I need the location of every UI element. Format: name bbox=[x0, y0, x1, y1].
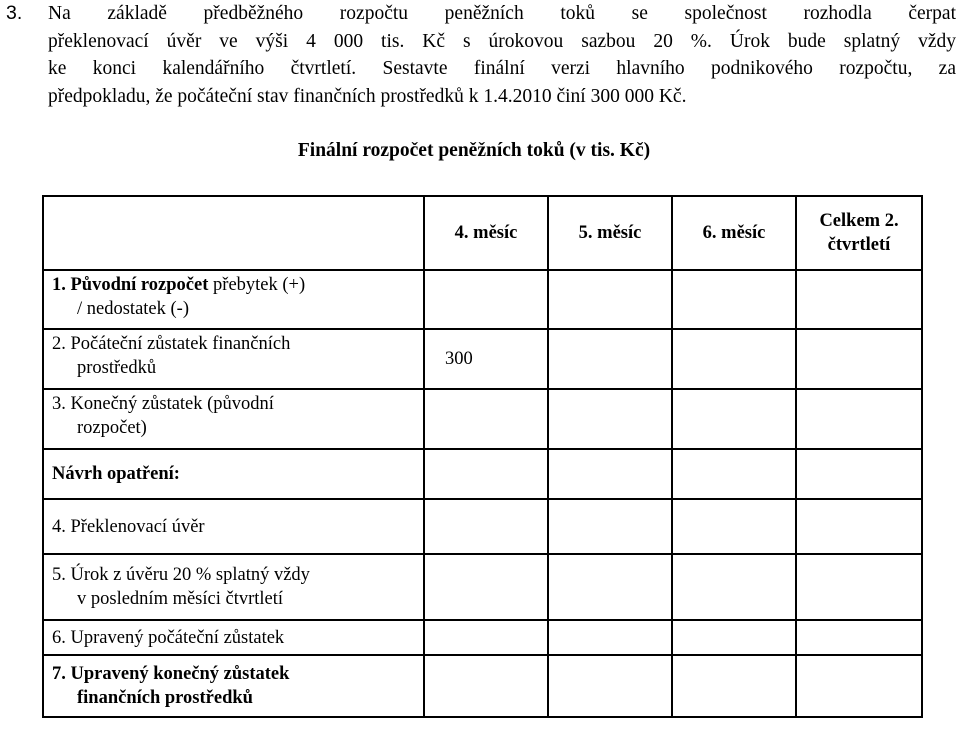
row-label-line2: finančních prostředků bbox=[77, 688, 253, 708]
cell bbox=[424, 270, 548, 329]
task-text bbox=[48, 0, 956, 110]
row-label-adjusted-closing-balance bbox=[43, 655, 424, 717]
cell bbox=[796, 270, 922, 329]
table-row bbox=[43, 554, 922, 620]
task-line-2: překlenovací úvěr ve výši 4 000 tis. Kč s úrokovou sazbou 20 %. Úrok bude splatný vždy bbox=[48, 30, 956, 52]
cell bbox=[672, 270, 796, 329]
table-row bbox=[43, 620, 922, 655]
cell bbox=[424, 620, 548, 655]
cell bbox=[548, 389, 672, 449]
table-row bbox=[43, 389, 922, 449]
task-line-4: předpokladu, že počáteční stav finančních prostředků k 1.4.2010 činí 300 000 Kč. bbox=[48, 85, 687, 107]
cell bbox=[548, 329, 672, 389]
header-month-6: 6. měsíc bbox=[672, 196, 796, 270]
row-label-line1: 5. Úrok z úvěru 20 % splatný vždy bbox=[52, 565, 310, 585]
table-row bbox=[43, 499, 922, 554]
cell bbox=[424, 449, 548, 499]
header-total-line2: 2. čtvrtletí bbox=[827, 211, 899, 255]
section-label-measures: Návrh opatření: bbox=[43, 449, 424, 499]
table-caption bbox=[0, 140, 960, 162]
cell bbox=[796, 655, 922, 717]
row-label-original-budget bbox=[43, 270, 424, 329]
header-month-5: 5. měsíc bbox=[548, 196, 672, 270]
cell bbox=[672, 329, 796, 389]
cell bbox=[548, 270, 672, 329]
header-total bbox=[796, 196, 922, 270]
table-header-row bbox=[43, 196, 922, 270]
header-month-4: 4. měsíc bbox=[424, 196, 548, 270]
cell bbox=[548, 449, 672, 499]
table-row bbox=[43, 270, 922, 329]
cell bbox=[672, 655, 796, 717]
cell bbox=[672, 554, 796, 620]
row-label-loan-interest bbox=[43, 554, 424, 620]
row-label-line2: prostředků bbox=[77, 358, 157, 378]
task-line-3: ke konci kalendářního čtvrtletí. Sestavte finální verzi hlavního podnikového rozpočtu, za bbox=[48, 58, 956, 79]
cell bbox=[796, 499, 922, 554]
cell bbox=[548, 655, 672, 717]
empty-header-cell bbox=[43, 196, 424, 270]
cell bbox=[796, 329, 922, 389]
table-caption-text: Finální rozpočet peněžních toků (v tis. Kč) bbox=[297, 140, 651, 161]
cell bbox=[672, 499, 796, 554]
table-row bbox=[43, 449, 922, 499]
row-label-line1: 2. Počáteční zůstatek finančních bbox=[52, 334, 291, 354]
table-row bbox=[43, 329, 922, 389]
cell bbox=[548, 620, 672, 655]
cell bbox=[424, 554, 548, 620]
cell bbox=[796, 449, 922, 499]
cash-flow-budget-table bbox=[42, 195, 923, 718]
header-total-line1: Celkem bbox=[819, 211, 881, 231]
cell bbox=[548, 554, 672, 620]
row-label-line2: v posledním měsíci čtvrtletí bbox=[77, 589, 284, 609]
task-line-1: Na základě předběžného rozpočtu peněžních toků se společnost rozhodla čerpat bbox=[48, 3, 956, 24]
cell bbox=[548, 499, 672, 554]
cell bbox=[424, 389, 548, 449]
cell bbox=[796, 554, 922, 620]
row-label-closing-balance bbox=[43, 389, 424, 449]
table-row bbox=[43, 655, 922, 717]
cell bbox=[796, 389, 922, 449]
row-label-line1: 7. Upravený konečný zůstatek bbox=[52, 664, 290, 684]
row-label-adjusted-opening-balance: 6. Upravený počáteční zůstatek bbox=[43, 620, 424, 655]
row-label-rest: přebytek (+) bbox=[208, 275, 306, 295]
row-label-bold: 1. Původní rozpočet bbox=[52, 275, 209, 295]
row-label-line2: / nedostatek (-) bbox=[77, 299, 189, 319]
value-opening-balance-month-4: 300 bbox=[424, 329, 548, 389]
cell bbox=[424, 655, 548, 717]
cell bbox=[796, 620, 922, 655]
cell bbox=[424, 499, 548, 554]
row-label-line2: rozpočet) bbox=[77, 418, 147, 438]
cell bbox=[672, 449, 796, 499]
row-label-bridge-loan: 4. Překlenovací úvěr bbox=[43, 499, 424, 554]
row-label-line1: 3. Konečný zůstatek (původní bbox=[52, 394, 274, 414]
cell bbox=[672, 620, 796, 655]
cell bbox=[672, 389, 796, 449]
row-label-opening-balance bbox=[43, 329, 424, 389]
task-number: 3. bbox=[6, 2, 23, 24]
